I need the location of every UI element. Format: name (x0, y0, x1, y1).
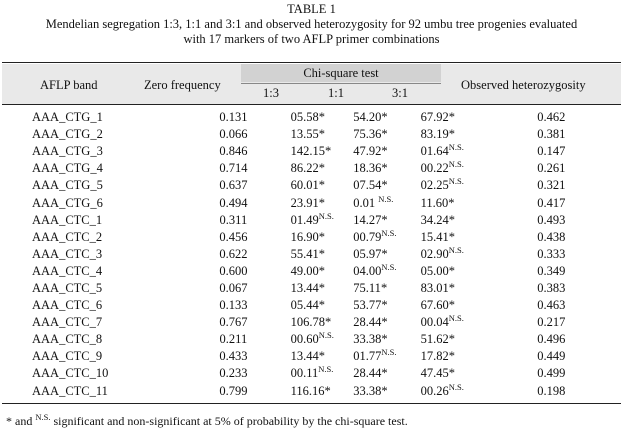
chi-1-1-value: 28.44 (353, 315, 382, 330)
cell-zero-frequency (193, 263, 273, 280)
cell-chi-1-3 (274, 365, 336, 382)
chi-square-underline (241, 83, 441, 84)
significance-mark: * (448, 127, 455, 142)
cell-aflp-band (2, 263, 193, 280)
zero-frequency-value: 0.846 (219, 144, 248, 159)
chi-1-3-value: 60.01 (290, 178, 319, 193)
table-row (2, 365, 621, 382)
aflp-band-value: AAA_CTC_7 (32, 315, 103, 330)
chi-3-1-value: 15.41 (420, 229, 449, 244)
cell-zero-frequency (193, 109, 273, 126)
observed-heterozygosity-value: 0.198 (537, 383, 566, 398)
significance-mark: * (318, 178, 325, 193)
aflp-band-value: AAA_CTC_2 (32, 229, 103, 244)
chi-1-1-value: 0.01 (353, 195, 379, 210)
observed-heterozygosity-value: 0.493 (537, 212, 566, 227)
footnote-and: and (12, 414, 36, 428)
cell-chi-3-1 (400, 143, 482, 160)
cell-chi-1-1 (335, 229, 399, 246)
cell-chi-1-1 (335, 383, 399, 400)
aflp-band-value: AAA_CTC_5 (32, 280, 103, 295)
zero-frequency-value: 0.637 (219, 178, 248, 193)
cell-chi-3-1 (400, 177, 482, 194)
chi-3-1-value: 00.26 (420, 383, 449, 398)
significance-mark: * (381, 110, 388, 125)
significance-mark: * (381, 178, 388, 193)
cell-aflp-band (2, 331, 193, 348)
significance-mark: N.S. (448, 381, 464, 392)
footnote-ns: N.S. (35, 412, 51, 422)
cell-chi-1-1 (335, 126, 399, 143)
cell-observed-heterozygosity (482, 348, 621, 365)
cell-aflp-band (2, 246, 193, 263)
observed-heterozygosity-value: 0.147 (537, 144, 566, 159)
chi-1-3-value: 05.58 (290, 110, 319, 125)
cell-chi-1-1 (335, 194, 399, 211)
chi-3-1-value: 34.24 (420, 212, 449, 227)
chi-1-3-value: 86.22 (290, 161, 319, 176)
significance-mark: N.S. (448, 313, 464, 324)
cell-zero-frequency (193, 383, 273, 400)
cell-zero-frequency (193, 331, 273, 348)
zero-frequency-value: 0.767 (219, 315, 248, 330)
significance-mark: * (381, 127, 388, 142)
chi-1-1-value: 47.92 (353, 144, 382, 159)
significance-mark: * (448, 212, 455, 227)
cell-zero-frequency (193, 194, 273, 211)
chi-1-1-value: 04.00 (353, 263, 382, 278)
chi-1-3-value: 106.78 (290, 315, 325, 330)
zero-frequency-value: 0.799 (219, 383, 248, 398)
cell-aflp-band (2, 280, 193, 297)
observed-heterozygosity-value: 0.462 (537, 110, 566, 125)
aflp-band-value: AAA_CTC_6 (32, 298, 103, 313)
cell-observed-heterozygosity (482, 160, 621, 177)
cell-chi-3-1 (400, 126, 482, 143)
table-row (2, 314, 621, 331)
aflp-band-value: AAA_CTG_4 (32, 161, 103, 176)
chi-1-1-value: 75.36 (353, 127, 382, 142)
chi-1-1-value: 75.11 (353, 280, 381, 295)
cell-observed-heterozygosity (482, 229, 621, 246)
table-row (2, 109, 621, 126)
cell-zero-frequency (193, 246, 273, 263)
aflp-band-value: AAA_CTG_1 (32, 110, 103, 125)
cell-chi-3-1 (400, 109, 482, 126)
cell-observed-heterozygosity (482, 365, 621, 382)
table-row (2, 383, 621, 400)
cell-chi-1-1 (335, 314, 399, 331)
observed-heterozygosity-value: 0.417 (537, 195, 566, 210)
chi-1-3-value: 01.49 (290, 212, 319, 227)
table-row (2, 280, 621, 297)
cell-aflp-band (2, 160, 193, 177)
cell-zero-frequency (193, 365, 273, 382)
chi-3-1-value: 01.64 (420, 144, 449, 159)
zero-frequency-value: 0.067 (219, 280, 248, 295)
table-row (2, 160, 621, 177)
cell-aflp-band (2, 297, 193, 314)
header-ratio-3-1: 3:1 (392, 86, 408, 100)
cell-zero-frequency (193, 160, 273, 177)
significance-mark: * (448, 229, 455, 244)
data-table-body (2, 109, 621, 400)
cell-chi-3-1 (400, 263, 482, 280)
cell-observed-heterozygosity (482, 143, 621, 160)
chi-3-1-value: 05.00 (420, 263, 449, 278)
cell-aflp-band (2, 348, 193, 365)
cell-zero-frequency (193, 348, 273, 365)
cell-chi-1-1 (335, 331, 399, 348)
cell-chi-1-3 (274, 280, 336, 297)
zero-frequency-value: 0.311 (219, 212, 248, 227)
chi-1-1-value: 53.77 (353, 298, 382, 313)
cell-aflp-band (2, 365, 193, 382)
cell-chi-3-1 (400, 383, 482, 400)
chi-1-3-value: 116.16 (290, 383, 325, 398)
observed-heterozygosity-value: 0.496 (537, 332, 566, 347)
aflp-band-value: AAA_CTC_10 (32, 366, 109, 381)
cell-chi-1-3 (274, 246, 336, 263)
chi-1-3-value: 16.90 (290, 229, 319, 244)
chi-1-1-value: 18.36 (353, 161, 382, 176)
observed-heterozygosity-value: 0.261 (537, 161, 566, 176)
observed-heterozygosity-value: 0.463 (537, 298, 566, 313)
chi-1-1-value: 00.79 (353, 229, 382, 244)
chi-1-1-value: 05.97 (353, 246, 382, 261)
observed-heterozygosity-value: 0.217 (537, 315, 566, 330)
table-row (2, 263, 621, 280)
chi-3-1-value: 02.90 (420, 246, 449, 261)
top-rule (2, 62, 621, 63)
footnote-text: significant and non-significant at 5% of probability by the chi-square test. (50, 414, 408, 428)
zero-frequency-value: 0.131 (219, 110, 248, 125)
significance-mark: N.S. (318, 364, 334, 375)
significance-mark: * (380, 280, 388, 295)
chi-3-1-value: 02.25 (420, 178, 449, 193)
cell-chi-3-1 (400, 246, 482, 263)
chi-3-1-value: 83.19 (420, 127, 449, 142)
cell-chi-1-3 (274, 229, 336, 246)
significance-mark: * (318, 298, 325, 313)
chi-3-1-value: 00.04 (420, 315, 449, 330)
cell-chi-1-1 (335, 365, 399, 382)
footnote (6, 414, 408, 429)
cell-observed-heterozygosity (482, 177, 621, 194)
zero-frequency-value: 0.433 (219, 349, 248, 364)
cell-chi-1-3 (274, 348, 336, 365)
cell-chi-1-3 (274, 383, 336, 400)
aflp-band-value: AAA_CTG_6 (32, 195, 103, 210)
chi-1-3-value: 00.60 (290, 332, 319, 347)
observed-heterozygosity-value: 0.438 (537, 229, 566, 244)
cell-aflp-band (2, 229, 193, 246)
chi-1-1-value: 01.77 (353, 349, 382, 364)
cell-chi-3-1 (400, 348, 482, 365)
cell-zero-frequency (193, 314, 273, 331)
table-row (2, 246, 621, 263)
observed-heterozygosity-value: 0.383 (537, 280, 566, 295)
significance-mark: * (318, 229, 325, 244)
table-row (2, 194, 621, 211)
aflp-band-value: AAA_CTC_8 (32, 332, 103, 347)
cell-chi-1-3 (274, 314, 336, 331)
significance-mark: * (448, 366, 455, 381)
chi-3-1-value: 83.01 (420, 280, 449, 295)
cell-chi-1-1 (335, 143, 399, 160)
chi-1-1-value: 07.54 (353, 178, 382, 193)
significance-mark: * (324, 383, 331, 398)
significance-mark: * (381, 161, 388, 176)
significance-mark: N.S. (448, 176, 464, 187)
chi-3-1-value: 11.60 (420, 195, 449, 210)
significance-mark: N.S. (381, 227, 397, 238)
cell-chi-1-3 (274, 212, 336, 229)
significance-mark: * (448, 280, 455, 295)
bottom-rule (2, 403, 621, 404)
table-row (2, 143, 621, 160)
cell-chi-1-3 (274, 143, 336, 160)
chi-1-1-value: 54.20 (353, 110, 382, 125)
aflp-band-value: AAA_CTG_3 (32, 144, 103, 159)
chi-3-1-value: 67.60 (420, 298, 449, 313)
cell-chi-1-3 (274, 331, 336, 348)
chi-3-1-value: 51.62 (420, 332, 449, 347)
cell-chi-1-1 (335, 212, 399, 229)
observed-heterozygosity-value: 0.499 (537, 366, 566, 381)
cell-aflp-band (2, 314, 193, 331)
cell-chi-1-3 (274, 177, 336, 194)
significance-mark: * (318, 195, 325, 210)
zero-frequency-value: 0.211 (219, 332, 248, 347)
cell-chi-1-3 (274, 109, 336, 126)
cell-observed-heterozygosity (482, 263, 621, 280)
cell-chi-1-3 (274, 194, 336, 211)
caption-line-1: Mendelian segregation 1:3, 1:1 and 3:1 and observed heterozygosity for 92 umbu tree progenies evaluated (45, 17, 578, 31)
table-row (2, 297, 621, 314)
significance-mark: * (324, 315, 332, 330)
observed-heterozygosity-value: 0.349 (537, 263, 566, 278)
cell-aflp-band (2, 109, 193, 126)
header-bottom-rule (2, 104, 621, 105)
table-row (2, 212, 621, 229)
chi-1-3-value: 13.44 (290, 280, 319, 295)
significance-mark: N.S. (378, 193, 394, 204)
significance-mark: * (318, 246, 325, 261)
zero-frequency-value: 0.600 (219, 263, 248, 278)
significance-mark: * (381, 332, 388, 347)
cell-observed-heterozygosity (482, 383, 621, 400)
cell-chi-3-1 (400, 314, 482, 331)
chi-1-1-value: 14.27 (353, 212, 382, 227)
table-title: TABLE 1 (287, 2, 336, 16)
cell-chi-3-1 (400, 365, 482, 382)
caption-line-2: with 17 markers of two AFLP primer combinations (183, 32, 440, 46)
cell-observed-heterozygosity (482, 331, 621, 348)
cell-observed-heterozygosity (482, 194, 621, 211)
cell-chi-1-3 (274, 297, 336, 314)
chi-1-3-value: 142.15 (290, 144, 325, 159)
aflp-band-value: AAA_CTC_11 (32, 383, 108, 398)
cell-chi-3-1 (400, 194, 482, 211)
chi-1-3-value: 23.91 (290, 195, 319, 210)
zero-frequency-value: 0.494 (219, 195, 248, 210)
header-observed-heterozygosity: Observed heterozygosity (461, 78, 586, 92)
cell-chi-3-1 (400, 297, 482, 314)
cell-observed-heterozygosity (482, 246, 621, 263)
significance-mark: * (448, 263, 455, 278)
significance-mark: * (318, 161, 325, 176)
chi-1-3-value: 13.55 (290, 127, 319, 142)
cell-chi-1-3 (274, 126, 336, 143)
zero-frequency-value: 0.133 (219, 298, 248, 313)
significance-mark: * (448, 110, 455, 125)
chi-1-1-value: 33.38 (353, 383, 382, 398)
cell-aflp-band (2, 212, 193, 229)
significance-mark: * (448, 298, 455, 313)
cell-chi-1-3 (274, 263, 336, 280)
chi-1-1-value: 28.44 (353, 366, 382, 381)
cell-aflp-band (2, 126, 193, 143)
aflp-band-value: AAA_CTC_1 (32, 212, 103, 227)
cell-observed-heterozygosity (482, 109, 621, 126)
significance-mark: * (318, 110, 325, 125)
cell-zero-frequency (193, 143, 273, 160)
chi-1-3-value: 49.00 (290, 263, 319, 278)
cell-zero-frequency (193, 297, 273, 314)
significance-mark: N.S. (381, 261, 397, 272)
cell-chi-3-1 (400, 331, 482, 348)
aflp-band-value: AAA_CTG_5 (32, 178, 103, 193)
significance-mark: * (381, 246, 388, 261)
significance-mark: * (381, 366, 388, 381)
cell-aflp-band (2, 194, 193, 211)
cell-chi-1-1 (335, 263, 399, 280)
cell-zero-frequency (193, 229, 273, 246)
chi-1-3-value: 55.41 (290, 246, 319, 261)
cell-chi-1-1 (335, 348, 399, 365)
significance-mark: * (381, 315, 388, 330)
zero-frequency-value: 0.066 (219, 127, 248, 142)
footnote-star: * (6, 414, 12, 428)
cell-chi-3-1 (400, 280, 482, 297)
chi-1-3-value: 05.44 (290, 298, 319, 313)
cell-observed-heterozygosity (482, 314, 621, 331)
header-zero-frequency: Zero frequency (144, 78, 221, 92)
zero-frequency-value: 0.714 (219, 161, 248, 176)
significance-mark: N.S. (448, 142, 464, 153)
header-aflp-band: AFLP band (40, 78, 98, 92)
cell-chi-3-1 (400, 160, 482, 177)
cell-observed-heterozygosity (482, 297, 621, 314)
aflp-band-value: AAA_CTC_3 (32, 246, 103, 261)
cell-zero-frequency (193, 126, 273, 143)
significance-mark: * (318, 127, 325, 142)
header-ratio-1-3: 1:3 (263, 86, 279, 100)
chi-3-1-value: 00.22 (420, 161, 449, 176)
zero-frequency-value: 0.622 (219, 246, 248, 261)
significance-mark: N.S. (318, 330, 334, 341)
chi-1-3-value: 13.44 (290, 349, 319, 364)
observed-heterozygosity-value: 0.381 (537, 127, 566, 142)
cell-aflp-band (2, 143, 193, 160)
significance-mark: N.S. (448, 244, 464, 255)
cell-observed-heterozygosity (482, 126, 621, 143)
cell-chi-3-1 (400, 212, 482, 229)
cell-zero-frequency (193, 212, 273, 229)
cell-observed-heterozygosity (482, 280, 621, 297)
cell-chi-3-1 (400, 229, 482, 246)
cell-chi-1-1 (335, 280, 399, 297)
chi-3-1-value: 67.92 (420, 110, 449, 125)
aflp-band-value: AAA_CTG_2 (32, 127, 103, 142)
cell-zero-frequency (193, 280, 273, 297)
chi-3-1-value: 47.45 (420, 366, 449, 381)
cell-chi-1-1 (335, 297, 399, 314)
header-chi-square-test: Chi-square test (303, 66, 379, 80)
significance-mark: * (448, 195, 455, 210)
cell-observed-heterozygosity (482, 212, 621, 229)
observed-heterozygosity-value: 0.333 (537, 246, 566, 261)
cell-chi-1-1 (335, 109, 399, 126)
table-row (2, 177, 621, 194)
cell-aflp-band (2, 177, 193, 194)
significance-mark: * (318, 280, 325, 295)
cell-chi-1-1 (335, 160, 399, 177)
aflp-band-value: AAA_CTC_4 (32, 263, 103, 278)
significance-mark: N.S. (381, 347, 397, 358)
table-row (2, 126, 621, 143)
significance-mark: * (381, 298, 388, 313)
significance-mark: N.S. (318, 210, 334, 221)
significance-mark: N.S. (448, 159, 464, 170)
table-row (2, 348, 621, 365)
zero-frequency-value: 0.233 (219, 366, 248, 381)
observed-heterozygosity-value: 0.321 (537, 178, 566, 193)
table-caption (0, 17, 623, 47)
cell-chi-1-1 (335, 177, 399, 194)
data-table (2, 109, 621, 400)
zero-frequency-value: 0.456 (219, 229, 248, 244)
cell-chi-1-3 (274, 160, 336, 177)
significance-mark: * (324, 144, 332, 159)
significance-mark: * (318, 263, 325, 278)
significance-mark: * (448, 332, 455, 347)
table-row (2, 229, 621, 246)
chi-1-3-value: 00.11 (290, 366, 319, 381)
header-ratio-1-1: 1:1 (328, 86, 344, 100)
chi-3-1-value: 17.82 (420, 349, 449, 364)
cell-zero-frequency (193, 177, 273, 194)
observed-heterozygosity-value: 0.449 (537, 349, 566, 364)
significance-mark: * (381, 212, 388, 227)
cell-chi-1-1 (335, 246, 399, 263)
significance-mark: * (318, 349, 325, 364)
aflp-band-value: AAA_CTC_9 (32, 349, 103, 364)
table-row (2, 331, 621, 348)
significance-mark: * (448, 349, 455, 364)
significance-mark: * (381, 144, 388, 159)
cell-aflp-band (2, 383, 193, 400)
chi-1-1-value: 33.38 (353, 332, 382, 347)
significance-mark: * (381, 383, 388, 398)
